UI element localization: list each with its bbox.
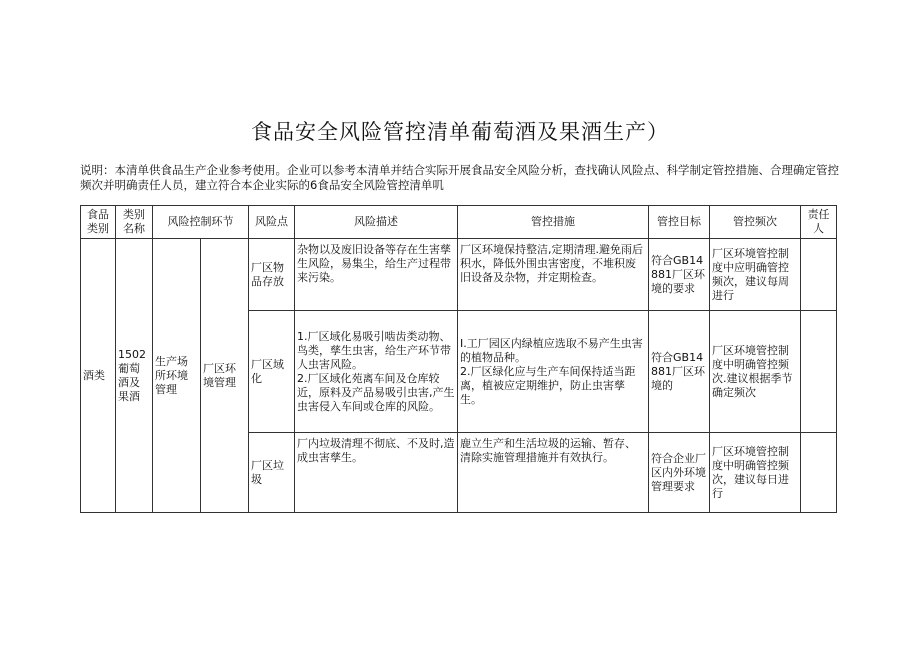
cell-measures: 厂区环境保持整洁,定期清理.避免雨后积水，降低外围虫害密度，不堆积废旧设备及杂物，并定期检查。 — [458, 239, 649, 311]
header-food-category: 食品类别 — [81, 206, 116, 239]
header-category-name: 类别名称 — [116, 206, 153, 239]
cell-category-name: 1502葡萄酒及果酒 — [116, 239, 153, 513]
header-risk-desc: 风险描述 — [295, 206, 458, 239]
cell-owner — [801, 311, 837, 433]
description-note: 说明：本清单供食品生产企业参考使用。企业可以参考本清单并结合实际开展食品安全风险分析，查找确认风险点、科学制定管控措施、合理确定管控频次并明确责任人员，建立符合本企业实际的6食品安全风险管控清单叽 — [80, 163, 839, 192]
header-measures: 管控措施 — [458, 206, 649, 239]
header-frequency: 管控频次 — [710, 206, 801, 239]
cell-owner — [801, 433, 837, 513]
cell-frequency: 厂区环境管控制度中应明确管控频次，建议每周进行 — [710, 239, 801, 311]
header-target: 管控目标 — [649, 206, 710, 239]
table-row — [81, 239, 837, 311]
cell-target: 符合企业厂区内外环境管理要求 — [649, 433, 710, 513]
cell-frequency: 厂区环境管控制度中明确管控频次.建议根据季节确定频次 — [710, 311, 801, 433]
cell-food-category: 酒类 — [81, 239, 116, 513]
cell-risk-link-2: 厂区环境管理 — [201, 239, 249, 513]
header-risk-point: 风险点 — [249, 206, 295, 239]
cell-risk-desc: 厂内垃圾清理不彻底、不及时,造成虫害孳生。 — [295, 433, 458, 513]
cell-frequency: 厂区环境管控制度中明确管控频次，建议每日进行 — [710, 433, 801, 513]
table-header-row — [81, 206, 837, 239]
page-title: 食品安全风险管控清单葡萄酒及果酒生产） — [251, 120, 669, 144]
cell-target: 符合GB14881厂区环境的要求 — [649, 239, 710, 311]
cell-risk-desc: 1.厂区域化易吸引啮齿类动物、鸟类，孳生虫害，给生产环节带人虫害风险。 2.厂区域化苑离车间及仓库较近，原料及产品易吸引虫害,产生虫害侵入车间或仓库的风险。 — [295, 311, 458, 433]
cell-risk-link-1: 生产场所环境管理 — [153, 239, 201, 513]
cell-measures: 鹿立生产和生活垃圾的运输、暂存、清除实施管理措施并有效执行。 — [458, 433, 649, 513]
cell-target: 符合GB14881厂区环境的 — [649, 311, 710, 433]
cell-measures: Ⅰ.工厂园区内绿植应选取不易产生虫害的植物品种。 2.厂区绿化应与生产车间保持适当距离，植被应定期维护，防止虫害孳生。 — [458, 311, 649, 433]
cell-owner — [801, 239, 837, 311]
risk-control-table — [80, 205, 837, 513]
cell-risk-desc: 杂物以及废旧设备等存在生害孳生风险，易集尘，给生产过程带来污染。 — [295, 239, 458, 311]
header-owner: 责任人 — [801, 206, 837, 239]
cell-risk-point: 厂区物品存放 — [249, 239, 295, 311]
header-risk-link: 风险控制环节 — [153, 206, 249, 239]
cell-risk-point: 厂区域化 — [249, 311, 295, 433]
cell-risk-point: 厂区垃圾 — [249, 433, 295, 513]
